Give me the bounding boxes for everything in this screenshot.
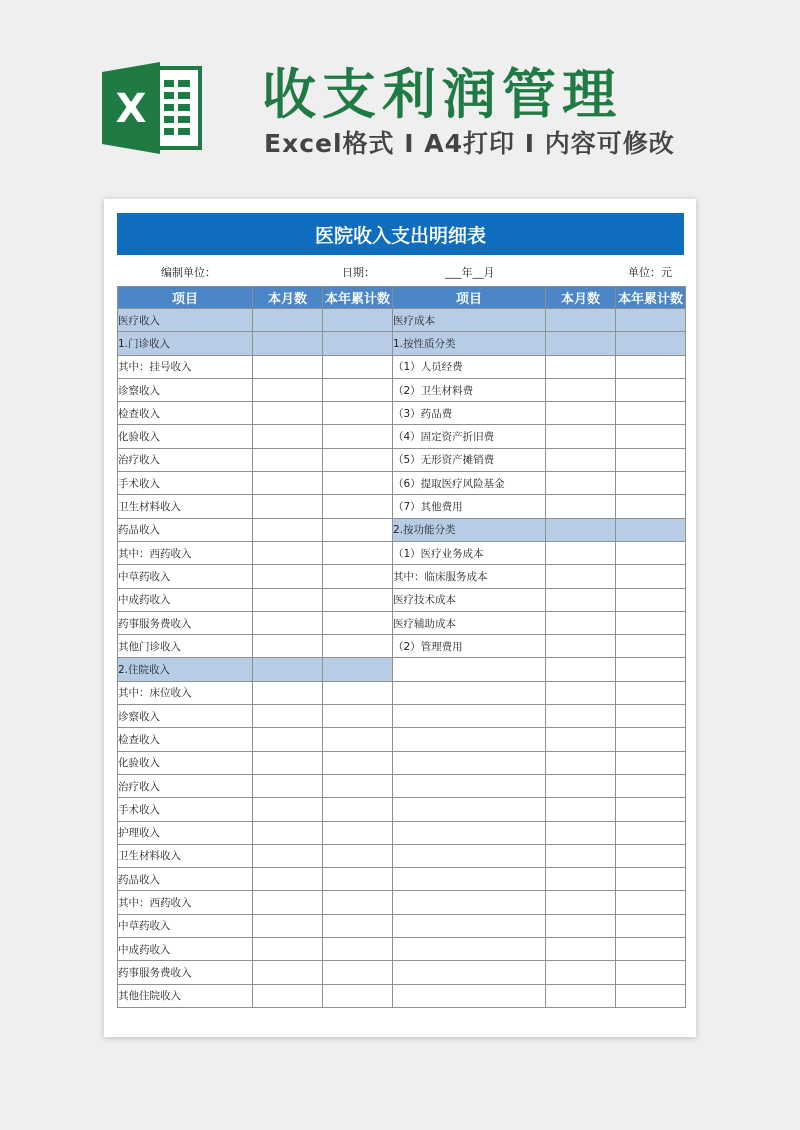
left-ytd-cell[interactable] xyxy=(323,891,393,914)
table-row xyxy=(118,844,686,867)
left-item-cell: 诊察收入 xyxy=(118,705,253,728)
left-item-cell: 其中：西药收入 xyxy=(118,891,253,914)
table-row xyxy=(118,728,686,751)
left-month-cell[interactable] xyxy=(253,425,323,448)
right-item-cell[interactable] xyxy=(393,728,546,751)
left-item-cell: 手术收入 xyxy=(118,798,253,821)
table-row xyxy=(118,425,686,448)
right-month-cell[interactable] xyxy=(546,355,616,378)
right-ytd-cell[interactable] xyxy=(616,495,686,518)
right-item-cell: （1）人员经费 xyxy=(393,355,546,378)
table-row xyxy=(118,309,686,332)
left-ytd-cell[interactable] xyxy=(323,518,393,541)
prepared-by-label: 编制单位： xyxy=(161,266,216,279)
left-item-cell: 卫生材料收入 xyxy=(118,844,253,867)
left-month-cell[interactable] xyxy=(253,448,323,471)
income-expense-table xyxy=(117,286,686,1008)
table-row xyxy=(118,658,686,681)
left-month-cell[interactable] xyxy=(253,728,323,751)
right-item-cell: （2）管理费用 xyxy=(393,635,546,658)
left-item-cell: 检查收入 xyxy=(118,402,253,425)
left-month-cell[interactable] xyxy=(253,355,323,378)
right-month-cell[interactable] xyxy=(546,751,616,774)
left-ytd-cell[interactable] xyxy=(323,495,393,518)
left-month-cell[interactable] xyxy=(253,961,323,984)
right-month-cell[interactable] xyxy=(546,378,616,401)
right-ytd-cell[interactable] xyxy=(616,425,686,448)
right-month-cell[interactable] xyxy=(546,472,616,495)
left-item-cell: 治疗收入 xyxy=(118,448,253,471)
left-ytd-cell[interactable] xyxy=(323,774,393,797)
left-month-cell[interactable] xyxy=(253,611,323,634)
right-item-cell[interactable] xyxy=(393,681,546,704)
right-ytd-cell[interactable] xyxy=(616,751,686,774)
right-item-cell: （2）卫生材料费 xyxy=(393,378,546,401)
right-ytd-cell[interactable] xyxy=(616,472,686,495)
left-item-cell: 2.住院收入 xyxy=(118,658,253,681)
left-item-cell: 其中：床位收入 xyxy=(118,681,253,704)
right-ytd-cell[interactable] xyxy=(616,798,686,821)
right-ytd-cell[interactable] xyxy=(616,821,686,844)
left-ytd-cell[interactable] xyxy=(323,914,393,937)
left-item-cell: 治疗收入 xyxy=(118,774,253,797)
left-ytd-cell[interactable] xyxy=(323,658,393,681)
right-ytd-cell[interactable] xyxy=(616,565,686,588)
left-month-cell[interactable] xyxy=(253,891,323,914)
right-ytd-cell[interactable] xyxy=(616,355,686,378)
left-month-cell[interactable] xyxy=(253,681,323,704)
right-month-cell[interactable] xyxy=(546,448,616,471)
left-ytd-cell[interactable] xyxy=(323,472,393,495)
right-month-cell[interactable] xyxy=(546,705,616,728)
left-item-cell: 药事服务费收入 xyxy=(118,611,253,634)
right-ytd-cell[interactable] xyxy=(616,705,686,728)
main-title: 收支利润管理 xyxy=(262,63,622,126)
right-item-cell[interactable] xyxy=(393,774,546,797)
right-month-cell[interactable] xyxy=(546,425,616,448)
right-month-cell[interactable] xyxy=(546,588,616,611)
table-row xyxy=(118,705,686,728)
left-month-cell[interactable] xyxy=(253,821,323,844)
header-ytd-left: 本年累计数 xyxy=(323,287,393,309)
unit-label: 单位：元 xyxy=(628,266,672,279)
left-month-cell[interactable] xyxy=(253,588,323,611)
right-item-cell[interactable] xyxy=(393,938,546,961)
left-ytd-cell[interactable] xyxy=(323,728,393,751)
left-ytd-cell[interactable] xyxy=(323,938,393,961)
right-month-cell[interactable] xyxy=(546,938,616,961)
table-row xyxy=(118,751,686,774)
left-month-cell[interactable] xyxy=(253,635,323,658)
left-ytd-cell[interactable] xyxy=(323,611,393,634)
right-ytd-cell[interactable] xyxy=(616,402,686,425)
left-month-cell[interactable] xyxy=(253,984,323,1007)
left-ytd-cell[interactable] xyxy=(323,448,393,471)
right-ytd-cell[interactable] xyxy=(616,984,686,1007)
left-item-cell: 药品收入 xyxy=(118,868,253,891)
left-ytd-cell[interactable] xyxy=(323,821,393,844)
right-month-cell[interactable] xyxy=(546,611,616,634)
left-item-cell: 药品收入 xyxy=(118,518,253,541)
right-item-cell: 医疗成本 xyxy=(393,309,546,332)
right-month-cell[interactable] xyxy=(546,844,616,867)
right-ytd-cell[interactable] xyxy=(616,681,686,704)
right-item-cell[interactable] xyxy=(393,844,546,867)
right-item-cell[interactable] xyxy=(393,914,546,937)
left-ytd-cell[interactable] xyxy=(323,425,393,448)
left-month-cell[interactable] xyxy=(253,705,323,728)
left-ytd-cell[interactable] xyxy=(323,635,393,658)
left-ytd-cell[interactable] xyxy=(323,402,393,425)
left-item-cell: 化验收入 xyxy=(118,425,253,448)
table-row xyxy=(118,518,686,541)
table-row xyxy=(118,378,686,401)
left-ytd-cell[interactable] xyxy=(323,705,393,728)
table-row xyxy=(118,355,686,378)
right-item-cell[interactable] xyxy=(393,798,546,821)
right-ytd-cell[interactable] xyxy=(616,728,686,751)
right-item-cell: （1）医疗业务成本 xyxy=(393,541,546,564)
left-month-cell[interactable] xyxy=(253,774,323,797)
right-ytd-cell[interactable] xyxy=(616,611,686,634)
left-ytd-cell[interactable] xyxy=(323,541,393,564)
right-ytd-cell[interactable] xyxy=(616,868,686,891)
right-ytd-cell[interactable] xyxy=(616,938,686,961)
right-month-cell[interactable] xyxy=(546,402,616,425)
right-ytd-cell[interactable] xyxy=(616,914,686,937)
header-item-left: 项目 xyxy=(118,287,253,309)
left-month-cell[interactable] xyxy=(253,751,323,774)
excel-logo-icon xyxy=(102,60,206,156)
right-month-cell[interactable] xyxy=(546,635,616,658)
right-month-cell[interactable] xyxy=(546,891,616,914)
table-header-row xyxy=(118,287,686,309)
left-ytd-cell[interactable] xyxy=(323,751,393,774)
left-month-cell[interactable] xyxy=(253,541,323,564)
right-item-cell: 2.按功能分类 xyxy=(393,518,546,541)
left-item-cell: 药事服务费收入 xyxy=(118,961,253,984)
table-row xyxy=(118,798,686,821)
right-ytd-cell[interactable] xyxy=(616,635,686,658)
table-row xyxy=(118,611,686,634)
left-item-cell: 其中：挂号收入 xyxy=(118,355,253,378)
left-item-cell: 化验收入 xyxy=(118,751,253,774)
left-ytd-cell[interactable] xyxy=(323,565,393,588)
left-month-cell[interactable] xyxy=(253,332,323,355)
right-ytd-cell[interactable] xyxy=(616,332,686,355)
right-item-cell[interactable] xyxy=(393,891,546,914)
right-item-cell: 1.按性质分类 xyxy=(393,332,546,355)
header-ytd-right: 本年累计数 xyxy=(616,287,686,309)
left-item-cell: 医疗收入 xyxy=(118,309,253,332)
left-month-cell[interactable] xyxy=(253,309,323,332)
right-month-cell[interactable] xyxy=(546,681,616,704)
right-item-cell: （7）其他费用 xyxy=(393,495,546,518)
left-ytd-cell[interactable] xyxy=(323,844,393,867)
header-month-left: 本月数 xyxy=(253,287,323,309)
right-item-cell: （6）提取医疗风险基金 xyxy=(393,472,546,495)
left-item-cell: 其他住院收入 xyxy=(118,984,253,1007)
left-item-cell: 护理收入 xyxy=(118,821,253,844)
left-item-cell: 中成药收入 xyxy=(118,938,253,961)
left-ytd-cell[interactable] xyxy=(323,309,393,332)
table-row xyxy=(118,448,686,471)
table-row xyxy=(118,635,686,658)
right-ytd-cell[interactable] xyxy=(616,448,686,471)
left-item-cell: 手术收入 xyxy=(118,472,253,495)
left-ytd-cell[interactable] xyxy=(323,868,393,891)
right-item-cell: （3）药品费 xyxy=(393,402,546,425)
table-row xyxy=(118,821,686,844)
right-month-cell[interactable] xyxy=(546,309,616,332)
right-month-cell[interactable] xyxy=(546,914,616,937)
table-row xyxy=(118,565,686,588)
table-row xyxy=(118,868,686,891)
table-row xyxy=(118,681,686,704)
right-ytd-cell[interactable] xyxy=(616,961,686,984)
left-month-cell[interactable] xyxy=(253,518,323,541)
right-month-cell[interactable] xyxy=(546,495,616,518)
left-ytd-cell[interactable] xyxy=(323,984,393,1007)
right-month-cell[interactable] xyxy=(546,868,616,891)
right-item-cell: 医疗技术成本 xyxy=(393,588,546,611)
right-ytd-cell[interactable] xyxy=(616,309,686,332)
header-item-right: 项目 xyxy=(393,287,546,309)
right-month-cell[interactable] xyxy=(546,565,616,588)
promo-header xyxy=(0,0,800,200)
left-ytd-cell[interactable] xyxy=(323,961,393,984)
table-row xyxy=(118,472,686,495)
table-row xyxy=(118,332,686,355)
right-item-cell[interactable] xyxy=(393,984,546,1007)
table-row xyxy=(118,402,686,425)
right-item-cell[interactable] xyxy=(393,821,546,844)
date-label: 日期： xyxy=(342,266,375,279)
right-month-cell[interactable] xyxy=(546,821,616,844)
left-month-cell[interactable] xyxy=(253,798,323,821)
right-ytd-cell[interactable] xyxy=(616,588,686,611)
table-row xyxy=(118,541,686,564)
table-row xyxy=(118,938,686,961)
left-ytd-cell[interactable] xyxy=(323,332,393,355)
right-ytd-cell[interactable] xyxy=(616,891,686,914)
right-item-cell[interactable] xyxy=(393,751,546,774)
left-month-cell[interactable] xyxy=(253,868,323,891)
right-item-cell[interactable] xyxy=(393,705,546,728)
left-month-cell[interactable] xyxy=(253,378,323,401)
year-month-field: ___年__月 xyxy=(445,266,495,279)
logo-letter: X xyxy=(115,86,147,132)
info-row xyxy=(117,256,684,286)
left-item-cell: 其中：西药收入 xyxy=(118,541,253,564)
right-month-cell[interactable] xyxy=(546,774,616,797)
right-month-cell[interactable] xyxy=(546,798,616,821)
left-ytd-cell[interactable] xyxy=(323,588,393,611)
right-item-cell[interactable] xyxy=(393,658,546,681)
left-ytd-cell[interactable] xyxy=(323,378,393,401)
right-month-cell[interactable] xyxy=(546,961,616,984)
right-item-cell: 医疗辅助成本 xyxy=(393,611,546,634)
left-ytd-cell[interactable] xyxy=(323,798,393,821)
left-item-cell: 其他门诊收入 xyxy=(118,635,253,658)
right-ytd-cell[interactable] xyxy=(616,774,686,797)
right-month-cell[interactable] xyxy=(546,518,616,541)
table-row xyxy=(118,891,686,914)
right-item-cell[interactable] xyxy=(393,961,546,984)
left-month-cell[interactable] xyxy=(253,844,323,867)
subtitle: Excel格式 Ⅰ A4打印 Ⅰ 内容可修改 xyxy=(264,129,675,158)
right-ytd-cell[interactable] xyxy=(616,378,686,401)
right-ytd-cell[interactable] xyxy=(616,541,686,564)
sheet-title: 医院收入支出明细表 xyxy=(117,213,684,255)
table-row xyxy=(118,984,686,1007)
left-item-cell: 1.门诊收入 xyxy=(118,332,253,355)
header-month-right: 本月数 xyxy=(546,287,616,309)
left-month-cell[interactable] xyxy=(253,472,323,495)
right-month-cell[interactable] xyxy=(546,541,616,564)
left-month-cell[interactable] xyxy=(253,938,323,961)
table-row xyxy=(118,914,686,937)
table-row xyxy=(118,588,686,611)
left-item-cell: 中成药收入 xyxy=(118,588,253,611)
right-item-cell: 其中：临床服务成本 xyxy=(393,565,546,588)
left-item-cell: 中草药收入 xyxy=(118,565,253,588)
left-ytd-cell[interactable] xyxy=(323,355,393,378)
right-month-cell[interactable] xyxy=(546,728,616,751)
right-item-cell: （5）无形资产摊销费 xyxy=(393,448,546,471)
table-row xyxy=(118,961,686,984)
left-month-cell[interactable] xyxy=(253,402,323,425)
right-ytd-cell[interactable] xyxy=(616,844,686,867)
left-month-cell[interactable] xyxy=(253,914,323,937)
right-month-cell[interactable] xyxy=(546,658,616,681)
table-row xyxy=(118,495,686,518)
right-item-cell: （4）固定资产折旧费 xyxy=(393,425,546,448)
right-item-cell[interactable] xyxy=(393,868,546,891)
left-month-cell[interactable] xyxy=(253,658,323,681)
left-item-cell: 诊察收入 xyxy=(118,378,253,401)
right-ytd-cell[interactable] xyxy=(616,518,686,541)
left-item-cell: 中草药收入 xyxy=(118,914,253,937)
right-ytd-cell[interactable] xyxy=(616,658,686,681)
left-month-cell[interactable] xyxy=(253,495,323,518)
left-ytd-cell[interactable] xyxy=(323,681,393,704)
left-item-cell: 卫生材料收入 xyxy=(118,495,253,518)
table-row xyxy=(118,774,686,797)
left-month-cell[interactable] xyxy=(253,565,323,588)
right-month-cell[interactable] xyxy=(546,984,616,1007)
left-item-cell: 检查收入 xyxy=(118,728,253,751)
right-month-cell[interactable] xyxy=(546,332,616,355)
